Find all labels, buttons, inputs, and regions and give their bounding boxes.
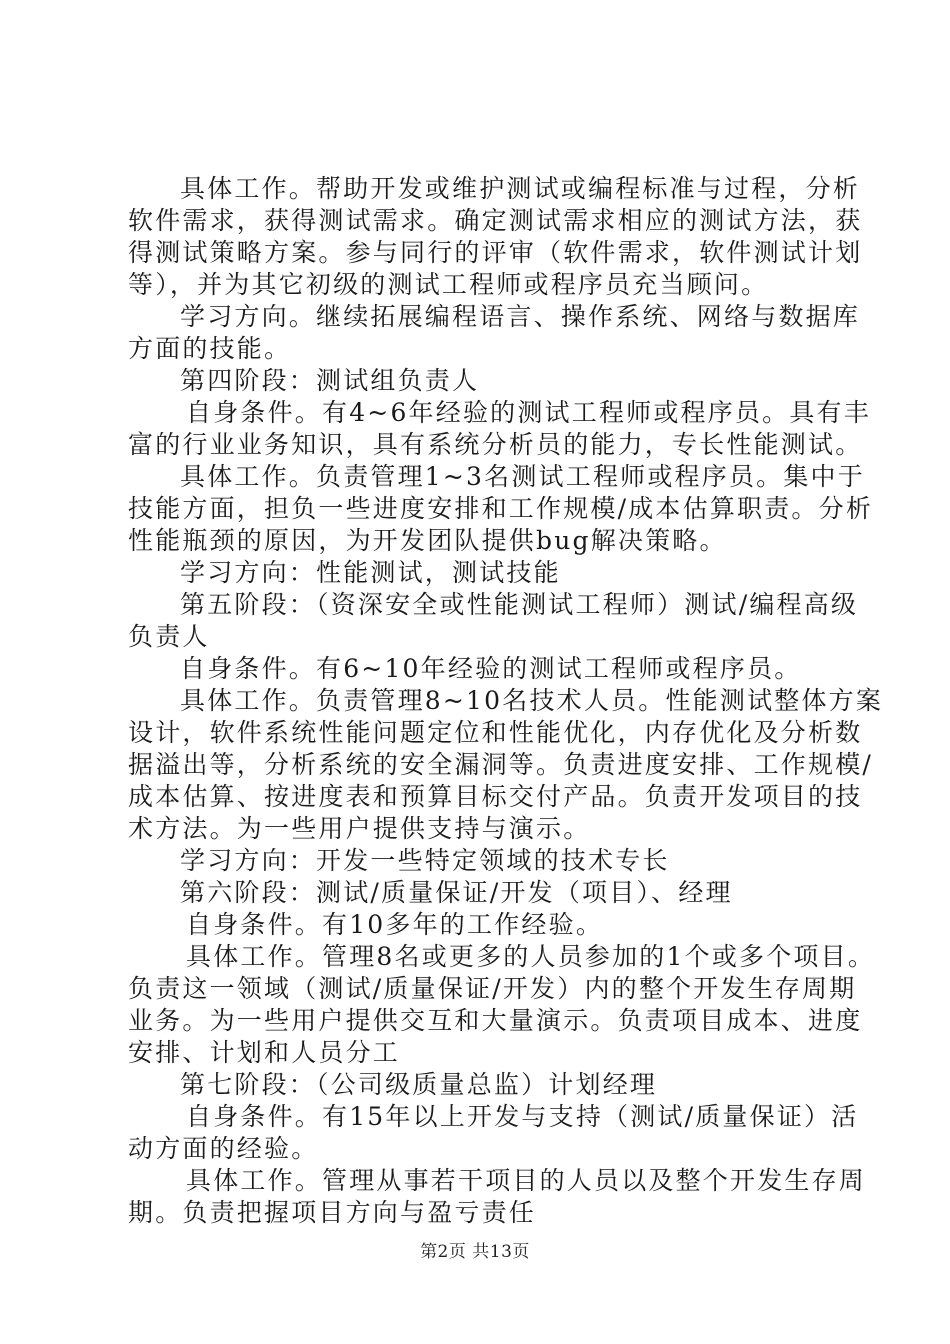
paragraph-line: 动方面的经验。 <box>128 1134 319 1163</box>
paragraph-line: 安排、计划和人员分工 <box>128 1038 401 1067</box>
paragraph-line: 技能方面，担负一些进度安排和工作规模/成本估算职责。分析 <box>128 494 874 523</box>
paragraph-line: 学习方向：性能测试，测试技能 <box>180 558 561 587</box>
paragraph-line: 据溢出等，分析系统的安全漏洞等。负责进度安排、工作规模/ <box>128 750 874 779</box>
paragraph-line: 期。负责把握项目方向与盈亏责任 <box>128 1198 537 1227</box>
paragraph-line: 等），并为其它初级的测试工程师或程序员充当顾问。 <box>128 270 769 299</box>
paragraph-line: 软件需求，获得测试需求。确定测试需求相应的测试方法，获 <box>128 206 863 235</box>
paragraph-line: 得测试策略方案。参与同行的评审（软件需求，软件测试计划 <box>128 238 863 267</box>
paragraph-line: 性能瓶颈的原因，为开发团队提供bug解决策略。 <box>128 526 727 555</box>
paragraph-line: 设计，软件系统性能问题定位和性能优化，内存优化及分析数 <box>128 718 863 747</box>
paragraph-line: 自身条件。有15年以上开发与支持（测试/质量保证）活 <box>186 1102 859 1131</box>
section-heading: 第五阶段：（资深安全或性能测试工程师）测试/编程高级 <box>180 590 859 619</box>
section-heading: 第四阶段：测试组负责人 <box>180 366 480 395</box>
paragraph-line: 术方法。为一些用户提供支持与演示。 <box>128 814 591 843</box>
paragraph-line: 成本估算、按进度表和预算目标交付产品。负责开发项目的技 <box>128 782 863 811</box>
paragraph-line: 具体工作。管理从事若干项目的人员以及整个开发生存周 <box>186 1166 867 1195</box>
paragraph-line: 具体工作。管理8名或更多的人员参加的1个或多个项目。 <box>186 942 876 971</box>
paragraph-line: 具体工作。负责管理8~10名技术人员。性能测试整体方案 <box>180 686 884 715</box>
paragraph-line: 具体工作。负责管理1~3名测试工程师或程序员。集中于 <box>180 462 865 491</box>
document-body <box>128 173 884 1229</box>
section-heading: 第七阶段：（公司级质量总监）计划经理 <box>180 1070 658 1099</box>
paragraph-line: 自身条件。有6~10年经验的测试工程师或程序员。 <box>180 654 802 683</box>
paragraph-line: 富的行业业务知识，具有系统分析员的能力，专长性能测试。 <box>128 430 863 459</box>
paragraph-line: 方面的技能。 <box>128 334 292 363</box>
page-number-footer: 第2页 共13页 <box>420 1242 530 1262</box>
paragraph-line: 学习方向。继续拓展编程语言、操作系统、网络与数据库 <box>180 302 861 331</box>
paragraph-line: 负责这一领域（测试/质量保证/开发）内的整个开发生存周期 <box>128 974 857 1003</box>
section-heading: 负责人 <box>128 622 210 651</box>
paragraph-line: 自身条件。有4~6年经验的测试工程师或程序员。具有丰 <box>186 398 871 427</box>
paragraph-line: 自身条件。有10多年的工作经验。 <box>186 910 604 939</box>
paragraph-line: 具体工作。帮助开发或维护测试或编程标准与过程，分析 <box>180 174 861 203</box>
section-heading: 第六阶段：测试/质量保证/开发（项目）、经理 <box>180 878 733 907</box>
paragraph-line: 学习方向：开发一些特定领域的技术专长 <box>180 846 670 875</box>
paragraph-line: 业务。为一些用户提供交互和大量演示。负责项目成本、进度 <box>128 1006 863 1035</box>
